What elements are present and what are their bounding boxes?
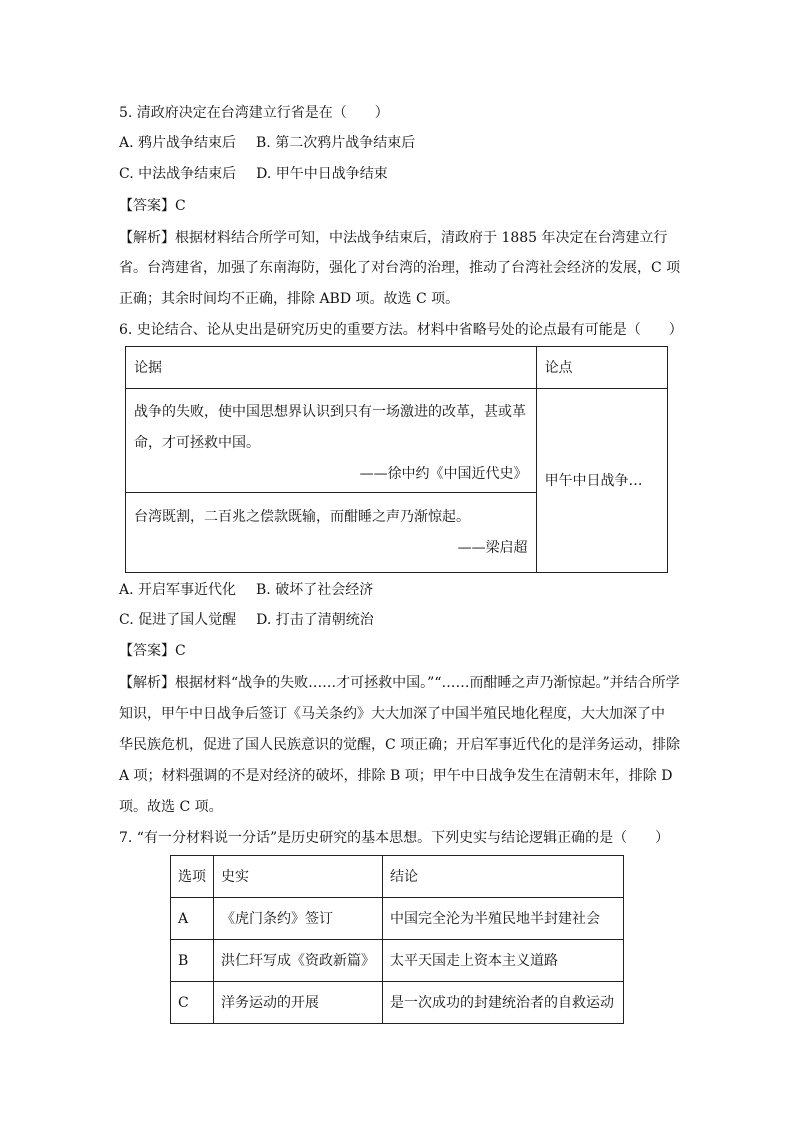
q6-option-d: D. 打击了清朝统治 (256, 612, 374, 628)
q7-row-a-option: A (171, 898, 214, 940)
q6-analysis-line3: 华民族危机，促进了国人民族意识的觉醒，C 项正确；开启军事近代化的是洋务运动，排除 (119, 737, 681, 753)
q5-option-a: A. 鸦片战争结束后 (119, 135, 237, 151)
q6-option-a: A. 开启军事近代化 (119, 582, 237, 598)
q6-evidence2-cell (126, 493, 537, 573)
q7-stem: 7. “有一分材料说一分话”是历史研究的基本思想。下列史实与结论逻辑正确的是（ ） (119, 830, 670, 846)
q6-analysis-line2: 知识，甲午中日战争后签订《马关条约》大大加深了中国半殖民地化程度，大大加深了中 (119, 706, 665, 722)
q7-row-c-option: C (171, 982, 214, 1024)
q5-analysis-line3: 正确；其余时间均不正确，排除 ABD 项。故选 C 项。 (119, 291, 460, 307)
q6-thesis-cell: 甲午中日战争… (536, 389, 667, 573)
q7-row-b-fact: 洪仁玕写成《资政新篇》 (214, 940, 383, 982)
q6-analysis-line4: A 项；材料强调的不是对经济的破坏，排除 B 项；甲午中日战争发生在清朝末年，排除 D (119, 768, 673, 784)
q6-analysis-line1: 【解析】根据材料“战争的失败……才可拯救中国。”“……而酣睡之声乃渐惊起。”并结合所学 (119, 675, 680, 691)
table-row (171, 898, 624, 940)
q7-row-c-fact: 洋务运动的开展 (214, 982, 383, 1024)
q6-analysis-line5: 项。故选 C 项。 (119, 799, 223, 815)
q5-answer: 【答案】C (119, 198, 186, 214)
q6-evidence1-source: ——徐中约《中国近代史》 (359, 465, 528, 482)
q7-header-option: 选项 (171, 856, 214, 898)
q5-analysis-line2: 省。台湾建省，加强了东南海防，强化了对台湾的治理，推动了台湾社会经济的发展，C 项 (119, 260, 681, 276)
table-row (171, 982, 624, 1024)
q6-answer: 【答案】C (119, 643, 186, 659)
q6-table (125, 346, 668, 573)
q7-header-fact: 史实 (214, 856, 383, 898)
q5-option-b: B. 第二次鸦片战争结束后 (256, 135, 416, 151)
q6-option-c: C. 促进了国人觉醒 (119, 612, 237, 628)
q7-row-c-conclusion: 是一次成功的封建统治者的自救运动 (383, 982, 624, 1024)
q6-evidence2-source: ——梁启超 (457, 540, 528, 556)
q6-header-evidence: 论据 (126, 347, 537, 389)
table-row (171, 940, 624, 982)
q6-options-row1 (119, 580, 373, 600)
q5-option-d: D. 甲午中日战争结束 (256, 166, 388, 182)
q5-options-row1 (119, 133, 415, 153)
q7-header-conclusion: 结论 (383, 856, 624, 898)
q6-evidence1-line2: 命，才可拯救中国。 (134, 434, 260, 451)
q7-table (170, 855, 624, 1024)
q5-analysis-line1: 【解析】根据材料结合所学可知，中法战争结束后，清政府于 1885 年决定在台湾建立行 (119, 230, 668, 246)
q5-options-row2 (119, 164, 388, 184)
q5-stem: 5. 清政府决定在台湾建立行省是在（ ） (119, 105, 389, 121)
q6-option-b: B. 破坏了社会经济 (256, 582, 374, 598)
q7-row-b-option: B (171, 940, 214, 982)
q6-options-row2 (119, 610, 374, 630)
q6-evidence1-cell (126, 389, 537, 493)
q6-evidence2-text: 台湾既割，二百兆之偿款既输，而酣睡之声乃渐惊起。 (134, 509, 470, 525)
q7-row-a-fact: 《虎门条约》签订 (214, 898, 383, 940)
q6-stem: 6. 史论结合、论从史出是研究历史的重要方法。材料中省略号处的论点最有可能是（ ） (119, 322, 683, 338)
q5-option-c: C. 中法战争结束后 (119, 166, 237, 182)
q7-row-a-conclusion: 中国完全沦为半殖民地半封建社会 (383, 898, 624, 940)
q7-row-b-conclusion: 太平天国走上资本主义道路 (383, 940, 624, 982)
q6-header-thesis: 论点 (536, 347, 667, 389)
q6-evidence1-line1: 战争的失败，使中国思想界认识到只有一场激进的改革，甚或革 (134, 403, 526, 420)
